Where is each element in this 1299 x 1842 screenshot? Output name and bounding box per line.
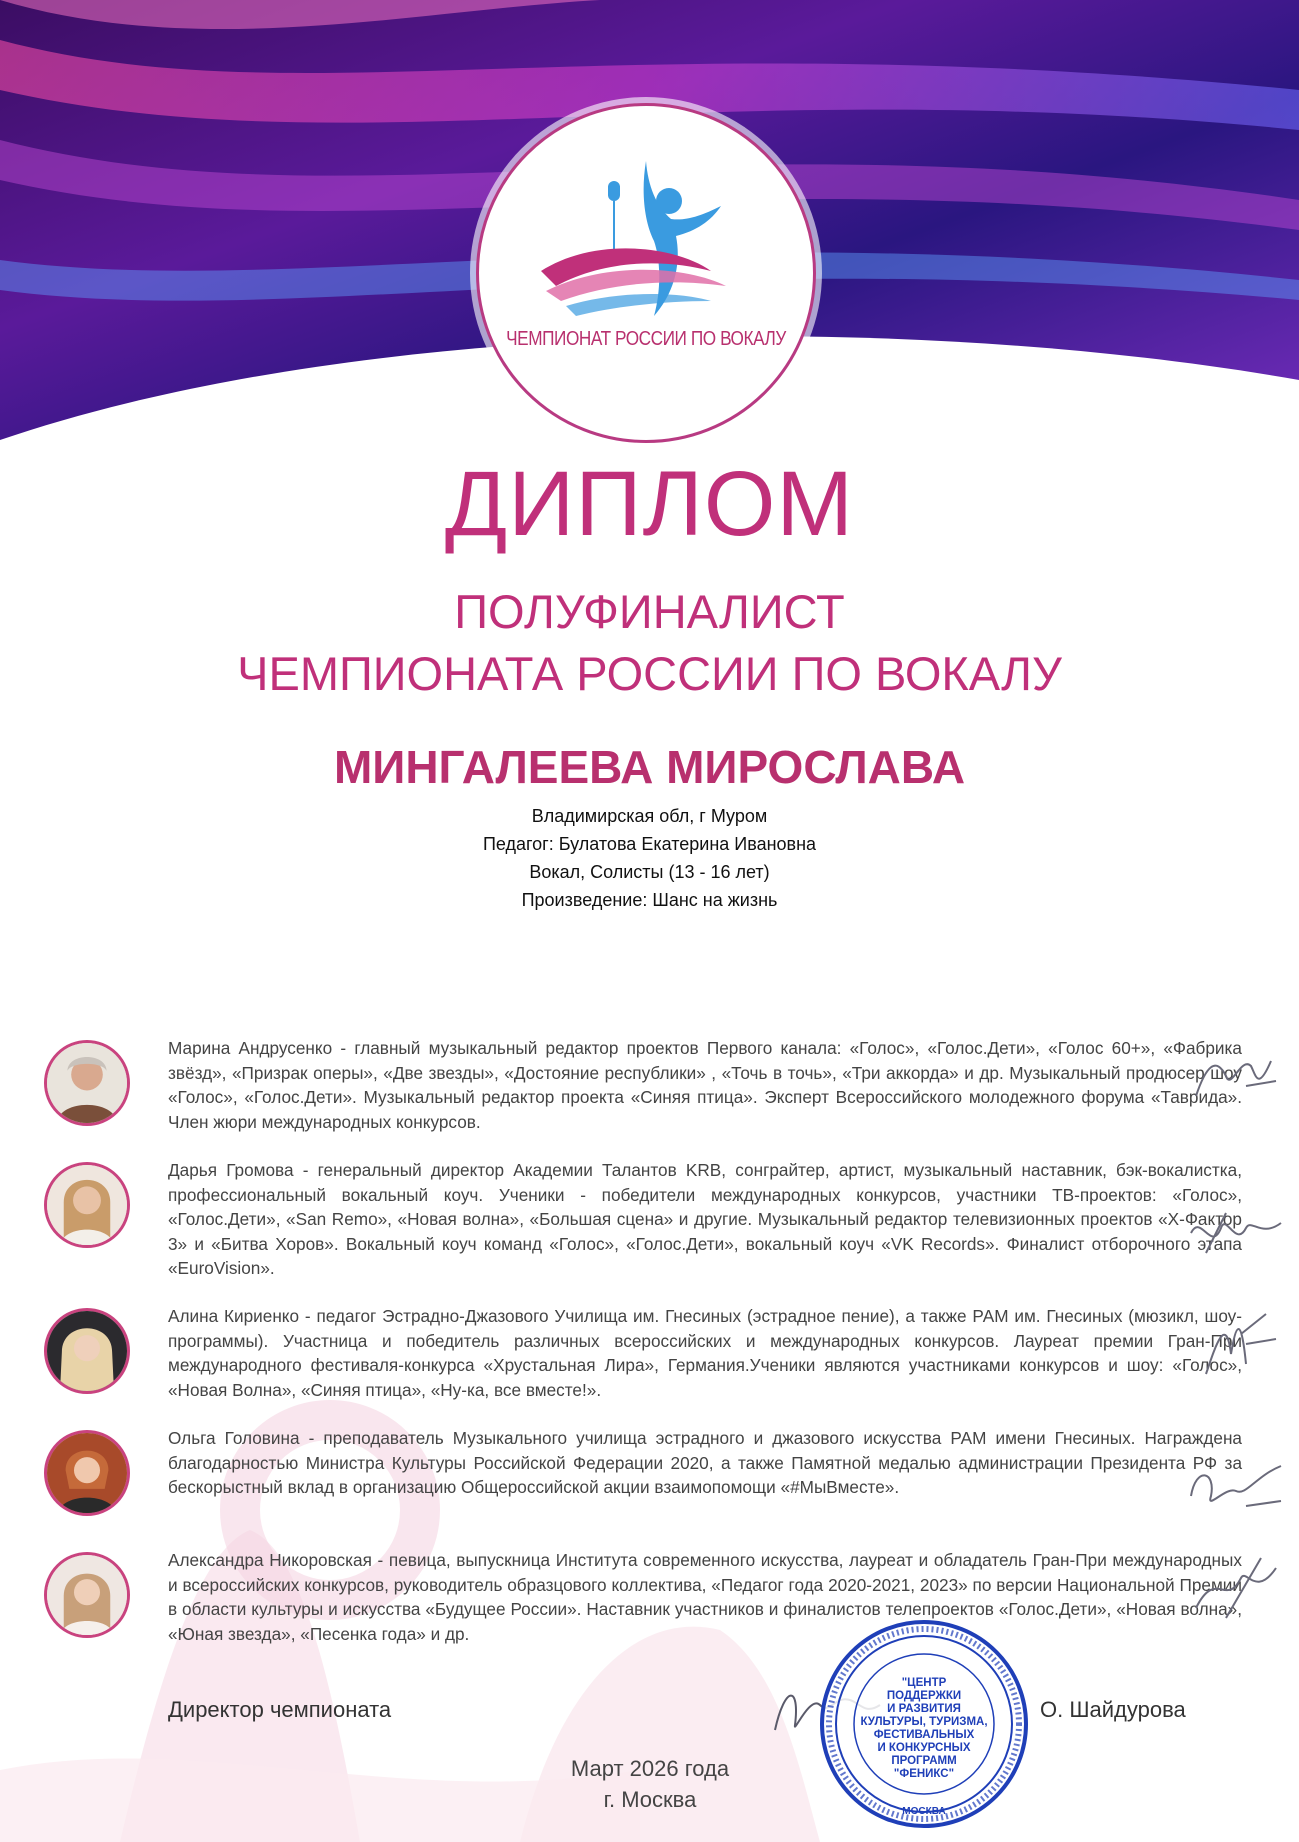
participant-name: МИНГАЛЕЕВА МИРОСЛАВА [333, 741, 966, 793]
stamp-line: КУЛЬТУРЫ, ТУРИЗМА, [860, 1716, 988, 1728]
stamp-line: "ФЕНИКС" [893, 1768, 955, 1780]
singer-logo-icon [536, 151, 762, 351]
championship-logo [476, 103, 816, 443]
diploma-title: ДИПЛОМ [444, 453, 855, 555]
jury-bio: Александра Никоровская - певица, выпускница Института современного искусства, лауреат и обладатель Гран-При международных и всероссийских конкурсов, руководитель образцового коллектива, «Педагог года 2020-2021, 2023» по версии Национальной Премии в области культуры и искусства «Будущее России». Наставник участников и финалистов телепроектов «Голос.Дети», «Новая волна», «Юная звезда», «Песенка года» и др. [168, 1550, 1242, 1644]
stamp-line: "ЦЕНТР [901, 1677, 947, 1689]
participant-region: Владимирская обл, г Муром [531, 806, 768, 826]
participant-piece: Произведение: Шанс на жизнь [521, 890, 778, 910]
jury-bio: Марина Андрусенко - главный музыкальный редактор проектов Первого канала: «Голос», «Голос.Дети», «Голос 60+», «Фабрика звёзд», «Призрак оперы», «Две звезды», «Достояние республики» , «Точь в точь», «Три аккорда» и др. Музыкальный продюсер шоу «Голос», «Голос.Дети». Музыкальный редактор проекта «Синяя птица». Эксперт Всероссийского молодежного форума «Таврида». Член жюри международных конкурсов. [168, 1038, 1242, 1132]
jury-photo [44, 1552, 130, 1638]
jury-photo [44, 1308, 130, 1394]
jury-photo [44, 1430, 130, 1516]
jury-bio: Дарья Громова - генеральный директор Академии Талантов KRB, сонграйтер, артист, музыкальный наставник, бэк-вокалистка, профессиональный вокальный коуч. Ученики - победители международных конкурсов, участники ТВ-проектов: «Голос», «Голос.Дети», «San Remo», «Новая волна», «Большая сцена» и другие. Музыкальный редактор телевизионных проектов «Х-Фактор 3» и «Битва Хоров». Вокальный коуч команд «Голос», «Голос.Дети», вокальный коуч «VK Records». Финалист отборочного этапа «EuroVision». [168, 1160, 1242, 1278]
signature-icon [1186, 1548, 1286, 1628]
jury-bio: Ольга Головина - преподаватель Музыкального училища эстрадного и джазового искусства РАМ имени Гнесиных. Награждена благодарностью Министра Культуры Российской Федерации 2020, а также Памятной медалью администрации Президента РФ за бескорыстный вклад в организацию Общероссийской акции взаимопомощи «#МыВместе». [168, 1428, 1242, 1497]
signature-icon [1186, 1446, 1286, 1526]
signature-icon [1186, 1036, 1286, 1116]
jury-photo [44, 1040, 130, 1126]
stamp-line: ПОДДЕРЖКИ [886, 1690, 962, 1702]
award-title-line-2: ЧЕМПИОНАТА РОССИИ ПО ВОКАЛУ [237, 647, 1062, 700]
participant-category: Вокал, Солисты (13 - 16 лет) [529, 862, 770, 882]
logo-caption: ЧЕМПИОНАТ РОССИИ ПО ВОКАЛУ [506, 328, 786, 350]
director-label: Директор чемпионата [168, 1697, 392, 1722]
participant-teacher: Педагог: Булатова Екатерина Ивановна [482, 834, 817, 854]
jury-bio: Алина Кириенко - педагог Эстрадно-Джазового Училища им. Гнесиных (эстрадное пение), а также РАМ им. Гнесиных (мюзикл, шоу-программы). Участница и победитель различных всероссийских и международных конкурсов. Лауреат премии Гран-При международного фестиваля-конкурса «Хрустальная Лира», Германия.Ученики являются участниками конкурсов и шоу: «Голос», «Новая Волна», «Синяя птица», «Ну-ка, все вместе!». [168, 1306, 1242, 1400]
stamp-line: И РАЗВИТИЯ [887, 1703, 961, 1715]
stamp-line: ФЕСТИВАЛЬНЫХ [873, 1729, 975, 1741]
issue-city: г. Москва [603, 1787, 697, 1812]
issue-date: Март 2026 года [570, 1756, 730, 1781]
stamp-line: И КОНКУРСНЫХ [877, 1742, 971, 1754]
signature-icon [1186, 1304, 1286, 1384]
official-stamp-icon [818, 1618, 1030, 1830]
stamp-city: МОСКВА [902, 1806, 946, 1817]
jury-photo [44, 1162, 130, 1248]
stamp-line: ПРОГРАММ [891, 1755, 957, 1767]
director-name: О. Шайдурова [1040, 1697, 1186, 1722]
signature-icon [1186, 1193, 1286, 1273]
award-title-line-1: ПОЛУФИНАЛИСТ [454, 585, 845, 638]
